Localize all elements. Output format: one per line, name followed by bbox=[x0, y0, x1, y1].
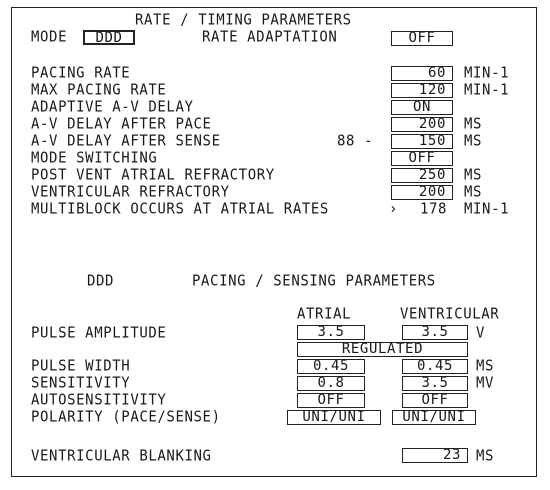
av-delay-sense-field[interactable]: 150 bbox=[391, 134, 453, 149]
rate-adaptation-field[interactable]: OFF bbox=[391, 31, 453, 46]
max-pacing-rate-field[interactable]: 120 bbox=[391, 83, 453, 98]
ventricular-refractory-field[interactable]: 200 bbox=[391, 185, 453, 200]
pulse-width-label: PULSE WIDTH bbox=[31, 357, 131, 375]
sensitivity-label: SENSITIVITY bbox=[31, 374, 131, 392]
mode-switching-label: MODE SWITCHING bbox=[31, 149, 158, 167]
pvarp-label: POST VENT ATRIAL REFRACTORY bbox=[31, 166, 275, 184]
pulse-amplitude-label: PULSE AMPLITUDE bbox=[31, 324, 167, 342]
atrial-pulse-amplitude-field[interactable]: 3.5 bbox=[297, 325, 365, 340]
multiblock-symbol: › bbox=[389, 200, 399, 218]
ventricular-pulse-width-field[interactable]: 0.45 bbox=[402, 359, 468, 374]
av-delay-sense-unit: MS bbox=[464, 132, 483, 150]
sensitivity-unit: MV bbox=[476, 374, 495, 392]
pacing-mode-label: DDD bbox=[87, 272, 115, 290]
polarity-label: POLARITY (PACE/SENSE) bbox=[31, 408, 221, 426]
av-delay-pace-field[interactable]: 200 bbox=[391, 117, 453, 132]
mode-field[interactable]: DDD bbox=[83, 30, 135, 45]
atrial-pulse-width-field[interactable]: 0.45 bbox=[297, 359, 365, 374]
pacing-sensing-title: PACING / SENSING PARAMETERS bbox=[192, 272, 436, 290]
av-delay-pace-unit: MS bbox=[464, 115, 483, 133]
ventricular-refractory-label: VENTRICULAR REFRACTORY bbox=[31, 183, 230, 201]
ventricular-autosensitivity-field[interactable]: OFF bbox=[402, 393, 468, 408]
multiblock-unit: MIN-1 bbox=[464, 200, 510, 218]
ventricular-polarity-field[interactable]: UNI/UNI bbox=[392, 410, 476, 425]
pvarp-field[interactable]: 250 bbox=[391, 168, 453, 183]
programmer-screen bbox=[11, 7, 537, 477]
av-delay-sense-prefix: 88 - bbox=[337, 132, 374, 150]
multiblock-label: MULTIBLOCK OCCURS AT ATRIAL RATES bbox=[31, 200, 329, 218]
pacing-rate-unit: MIN-1 bbox=[464, 64, 510, 82]
pacing-rate-label: PACING RATE bbox=[31, 64, 131, 82]
ventricular-blanking-field[interactable]: 23 bbox=[402, 448, 468, 463]
multiblock-value: 178 bbox=[420, 200, 448, 218]
atrial-column-header: ATRIAL bbox=[297, 305, 352, 323]
rate-adaptation-label: RATE ADAPTATION bbox=[202, 28, 338, 46]
pulse-amplitude-unit: V bbox=[476, 324, 486, 342]
ventricular-blanking-unit: MS bbox=[476, 447, 495, 465]
pulse-width-unit: MS bbox=[476, 357, 495, 375]
max-pacing-rate-label: MAX PACING RATE bbox=[31, 81, 167, 99]
ventricular-refractory-unit: MS bbox=[464, 183, 483, 201]
max-pacing-rate-unit: MIN-1 bbox=[464, 81, 510, 99]
atrial-sensitivity-field[interactable]: 0.8 bbox=[297, 376, 365, 391]
atrial-polarity-field[interactable]: UNI/UNI bbox=[287, 410, 381, 425]
regulated-indicator: REGULATED bbox=[297, 342, 468, 357]
ventricular-sensitivity-field[interactable]: 3.5 bbox=[402, 376, 468, 391]
atrial-autosensitivity-field[interactable]: OFF bbox=[297, 393, 365, 408]
rate-timing-title: RATE / TIMING PARAMETERS bbox=[135, 11, 352, 29]
av-delay-sense-label: A-V DELAY AFTER SENSE bbox=[31, 132, 221, 150]
ventricular-column-header: VENTRICULAR bbox=[400, 305, 500, 323]
pvarp-unit: MS bbox=[464, 166, 483, 184]
ventricular-blanking-label: VENTRICULAR BLANKING bbox=[31, 447, 212, 465]
adaptive-av-delay-field[interactable]: ON bbox=[391, 100, 453, 115]
mode-switching-field[interactable]: OFF bbox=[391, 151, 453, 166]
ventricular-pulse-amplitude-field[interactable]: 3.5 bbox=[402, 325, 468, 340]
adaptive-av-delay-label: ADAPTIVE A-V DELAY bbox=[31, 98, 194, 116]
pacing-rate-field[interactable]: 60 bbox=[391, 66, 453, 81]
mode-label: MODE bbox=[31, 28, 68, 46]
av-delay-pace-label: A-V DELAY AFTER PACE bbox=[31, 115, 212, 133]
autosensitivity-label: AUTOSENSITIVITY bbox=[31, 391, 167, 409]
